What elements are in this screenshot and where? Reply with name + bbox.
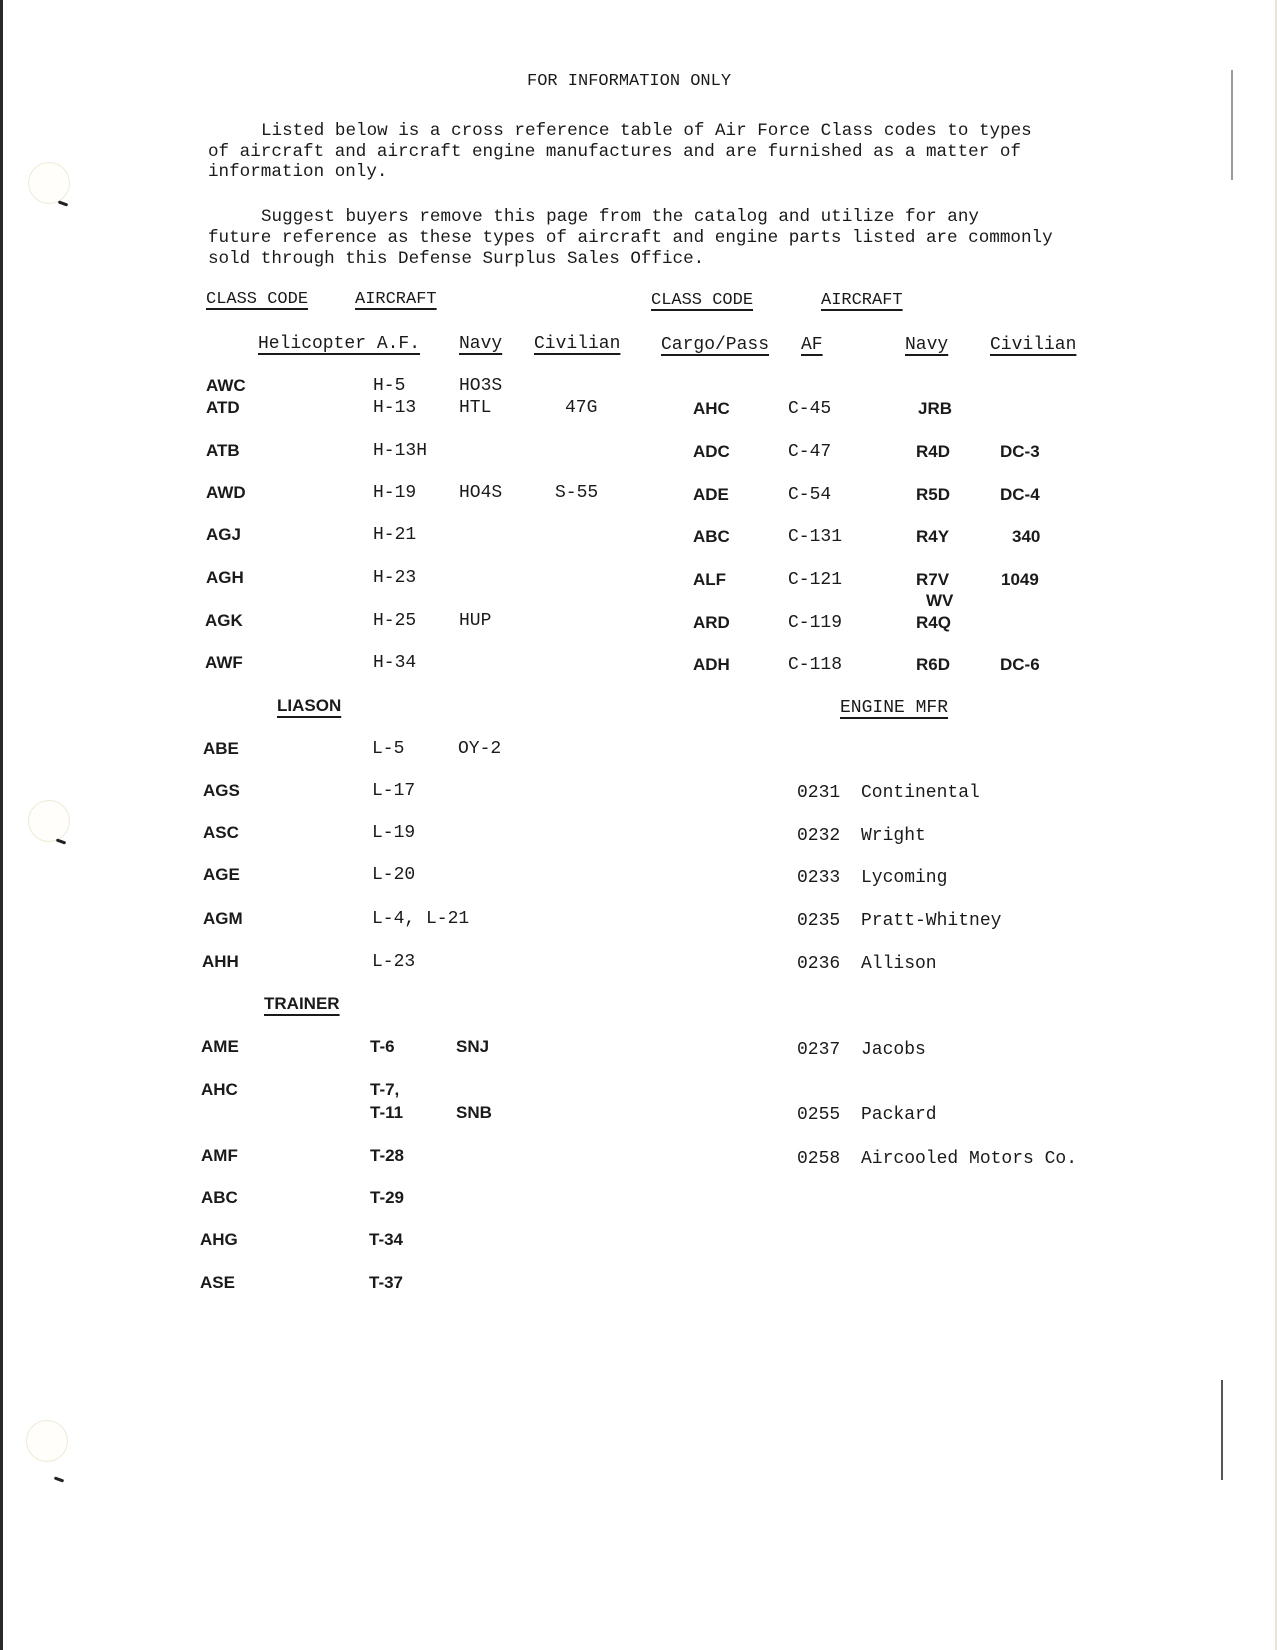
hole-punch-top (28, 162, 70, 204)
table-row-code: ASC (203, 823, 239, 842)
table-row-af: T-29 (370, 1188, 405, 1207)
table-row-af: L-5 (372, 739, 405, 759)
table-row-af: T-7, (370, 1080, 400, 1099)
engine-code: 0232 (797, 826, 841, 846)
table-row-code: AGE (203, 865, 240, 884)
table-row-navy-alt: WV (926, 591, 954, 610)
intro-p2-line1: Suggest buyers remove this page from the catalog and utilize for any (261, 207, 979, 227)
table-row-navy: HO3S (459, 376, 503, 396)
right-header-aircraft: AIRCRAFT (821, 291, 903, 310)
table-row-af: H-34 (373, 653, 417, 673)
table-row-af: H-23 (373, 568, 417, 588)
table-row-navy: R6D (916, 655, 951, 674)
engine-code: 0231 (797, 783, 841, 803)
left-header-class-code: CLASS CODE (206, 290, 309, 309)
table-row-af: H-21 (373, 525, 417, 545)
section-heading-trainer: TRAINER (264, 994, 340, 1013)
table-row-civilian: DC-4 (1000, 485, 1040, 504)
hole-punch-mark (56, 838, 66, 844)
table-row-navy: OY-2 (458, 739, 502, 759)
engine-name: Aircooled Motors Co. (861, 1149, 1078, 1169)
engine-name: Lycoming (861, 868, 948, 888)
table-row-af: T-6 (370, 1037, 395, 1056)
left-header-aircraft: AIRCRAFT (355, 290, 437, 309)
table-row-code: AHG (200, 1230, 238, 1249)
hole-punch-bottom (26, 1420, 68, 1462)
table-row-code: AGK (205, 611, 243, 630)
col-cargo-af: AF (801, 335, 823, 355)
table-row-navy: R5D (916, 485, 951, 504)
engine-code: 0258 (797, 1149, 841, 1169)
table-row-af: L-23 (372, 952, 416, 972)
table-row-code: ADE (693, 485, 729, 504)
table-row-code: AHC (693, 399, 730, 418)
table-row-af: L-19 (372, 823, 416, 843)
table-row-code: AWD (206, 483, 246, 502)
table-row-civilian: DC-6 (1000, 655, 1040, 674)
intro-p1-line1: Listed below is a cross reference table of Air Force Class codes to types (261, 121, 1032, 141)
table-row-civilian: S-55 (555, 483, 599, 503)
table-row-navy: HO4S (459, 483, 503, 503)
table-row-af: H-5 (373, 376, 406, 396)
engine-code: 0237 (797, 1040, 841, 1060)
engine-name: Jacobs (861, 1040, 926, 1060)
intro-p1-line2: of aircraft and aircraft engine manufactures and are furnished as a matter of (208, 142, 1021, 162)
col-cargo-civilian: Civilian (990, 335, 1077, 355)
engine-code: 0233 (797, 868, 841, 888)
table-row-code: AGH (206, 568, 244, 587)
section-heading-engine-mfr: ENGINE MFR (840, 698, 949, 718)
table-row-af: C-47 (788, 442, 832, 462)
table-row-code: ALF (693, 570, 727, 589)
engine-name: Continental (861, 783, 980, 803)
table-row-code: AHH (202, 952, 239, 971)
table-row-af: C-45 (788, 399, 832, 419)
engine-code: 0236 (797, 954, 841, 974)
engine-name: Wright (861, 826, 926, 846)
page-title: FOR INFORMATION ONLY (527, 72, 732, 91)
col-cargo-navy: Navy (905, 335, 949, 355)
table-row-code: ADH (693, 655, 730, 674)
table-row-code: ABC (693, 527, 730, 546)
table-row-code: ASE (200, 1273, 235, 1292)
engine-name: Pratt-Whitney (861, 911, 1002, 931)
table-row-code: ADC (693, 442, 730, 461)
table-row-civilian: 1049 (1001, 570, 1039, 589)
table-row-civilian: 340 (1012, 527, 1041, 546)
intro-p2-line2: future reference as these types of aircraft and engine parts listed are commonly (208, 228, 1053, 248)
table-row-code: ARD (693, 613, 730, 632)
table-row-navy: HTL (459, 398, 492, 418)
table-row-code: AMF (201, 1146, 238, 1165)
col-helicopter-civilian: Civilian (534, 334, 621, 354)
table-row-code: AHC (201, 1080, 238, 1099)
scan-edge-left (0, 0, 3, 1650)
table-row-af: L-4, L-21 (372, 909, 470, 929)
col-helicopter-af: Helicopter A.F. (258, 334, 421, 354)
table-row-navy: HUP (459, 611, 492, 631)
table-row-af: L-20 (372, 865, 416, 885)
table-row-navy: R4Q (916, 613, 951, 632)
table-row-af: T-37 (369, 1273, 404, 1292)
table-row-navy: SNJ (456, 1037, 490, 1056)
table-row-af: C-118 (788, 655, 843, 675)
section-heading-liason: LIASON (277, 696, 342, 715)
intro-p2-line3: sold through this Defense Surplus Sales Office. (208, 249, 705, 269)
table-row-civilian: DC-3 (1000, 442, 1040, 461)
hole-punch-mark (54, 1476, 64, 1482)
right-header-class-code: CLASS CODE (651, 291, 754, 310)
table-row-code: ATB (206, 441, 240, 460)
hole-punch-middle (28, 800, 70, 842)
table-row-code: AWC (206, 376, 246, 395)
scan-margin-mark (1231, 70, 1233, 180)
table-row-af-alt: T-11 (370, 1103, 404, 1122)
table-row-navy: R7V (916, 570, 950, 589)
col-cargo-pass: Cargo/Pass (661, 335, 770, 355)
table-row-af: T-28 (370, 1146, 405, 1165)
table-row-civilian: 47G (565, 398, 598, 418)
table-row-code: AGM (203, 909, 243, 928)
table-row-code: AGS (203, 781, 240, 800)
table-row-code: AWF (205, 653, 243, 672)
table-row-navy: SNB (456, 1103, 492, 1122)
engine-name: Allison (861, 954, 937, 974)
table-row-code: ATD (206, 398, 240, 417)
engine-name: Packard (861, 1105, 937, 1125)
table-row-af: C-119 (788, 613, 843, 633)
table-row-af: H-13H (373, 441, 428, 461)
table-row-code: AGJ (206, 525, 241, 544)
table-row-navy: JRB (918, 399, 953, 418)
engine-code: 0255 (797, 1105, 841, 1125)
hole-punch-mark (58, 200, 68, 206)
scan-margin-mark (1221, 1380, 1223, 1480)
table-row-af: C-131 (788, 527, 843, 547)
table-row-af: C-121 (788, 570, 843, 590)
table-row-code: AME (201, 1037, 239, 1056)
table-row-af: H-19 (373, 483, 417, 503)
col-helicopter-navy: Navy (459, 334, 503, 354)
table-row-af: C-54 (788, 485, 832, 505)
table-row-af: H-13 (373, 398, 417, 418)
table-row-af: H-25 (373, 611, 417, 631)
engine-code: 0235 (797, 911, 841, 931)
intro-p1-line3: information only. (208, 162, 388, 182)
table-row-code: ABE (203, 739, 239, 758)
table-row-af: L-17 (372, 781, 416, 801)
table-row-navy: R4D (916, 442, 951, 461)
table-row-navy: R4Y (916, 527, 950, 546)
table-row-code: ABC (201, 1188, 238, 1207)
table-row-af: T-34 (369, 1230, 404, 1249)
